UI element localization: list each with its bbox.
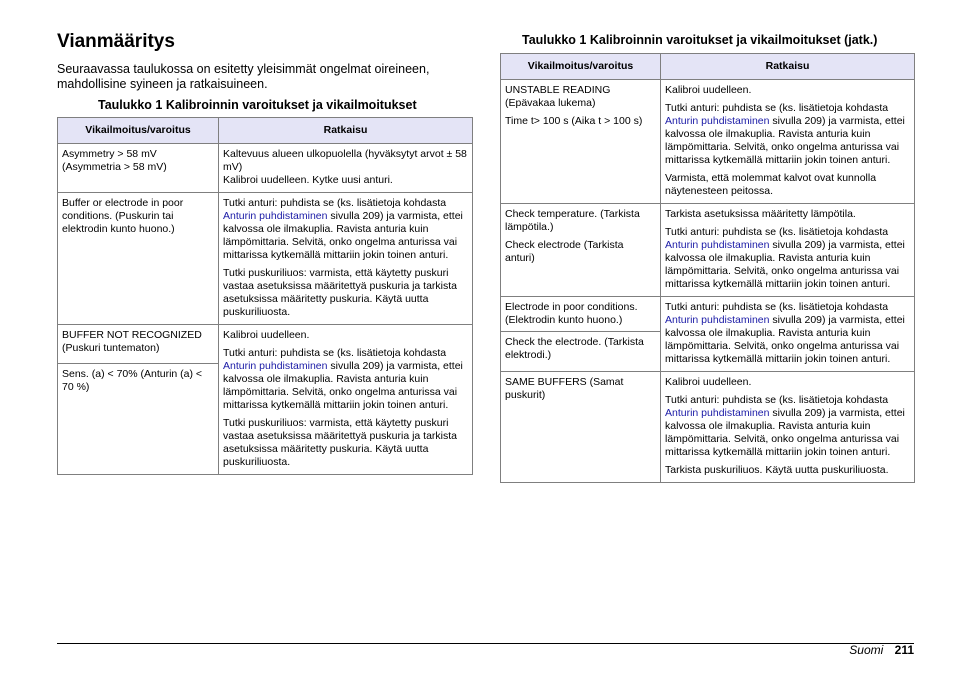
issue-cell bbox=[501, 372, 661, 483]
column-header-solution: Ratkaisu bbox=[661, 54, 915, 80]
issue-text: Check the electrode. (Tarkista elektrodi.) bbox=[505, 336, 644, 361]
issue-translation: (Asymmetria > 58 mV) bbox=[62, 161, 167, 173]
solution-text: sivulla 209) ja varmista, ettei kalvossa ole ilmakuplia. Ravista anturia kuin lämpömittaria. Selvitä, onko ongelma anturissa vai mittarissa kytkemällä mittariin jokin toinen anturi. bbox=[665, 115, 905, 166]
solution-cell bbox=[661, 372, 915, 483]
table-row bbox=[501, 204, 915, 297]
table-row bbox=[501, 372, 915, 483]
solution-text: Tutki puskuriliuos: varmista, että käytetty puskuri vastaa asetuksissa määritettyä puskuria ja tarkista asetuksissa määritetty puskuria. Käytä uutta puskuriliuosta. bbox=[223, 417, 458, 468]
column-header-issue: Vikailmoitus/varoitus bbox=[501, 54, 661, 80]
solution-text: Tutki anturi: puhdista se (ks. lisätietoja kohdasta bbox=[665, 226, 889, 238]
issue-text: Electrode in poor conditions. (Elektrodin kunto huono.) bbox=[501, 297, 660, 332]
solution-cell bbox=[661, 204, 915, 297]
solution-cell bbox=[661, 80, 915, 204]
solution-cell bbox=[219, 193, 473, 325]
solution-text: Varmista, että molemmat kalvot ovat kunnolla näytenesteen peitossa. bbox=[665, 172, 877, 197]
page-number: 211 bbox=[894, 643, 914, 657]
table-caption-right: Taulukko 1 Kalibroinnin varoitukset ja vikailmoitukset (jatk.) bbox=[522, 33, 878, 47]
solution-text: Tutki anturi: puhdista se (ks. lisätietoja kohdasta bbox=[223, 197, 447, 209]
solution-text: sivulla 209) ja varmista, ettei kalvossa ole ilmakuplia. Ravista anturia kuin lämpömittaria. Selvitä, onko ongelma anturissa vai mittarissa kytkemällä mittariin jokin toinen anturi. bbox=[223, 360, 463, 411]
solution-text: sivulla 209) ja varmista, ettei kalvossa ole ilmakuplia. Ravista anturia kuin lämpömittaria. Selvitä, onko ongelma anturissa vai mittarissa kytkemällä mittariin jokin toinen anturi. bbox=[665, 407, 905, 458]
issue-text: Check temperature. (Tarkista lämpötila.) bbox=[505, 208, 640, 233]
solution-cell bbox=[661, 297, 915, 372]
table-header-row bbox=[501, 54, 915, 80]
issue-text: SAME BUFFERS (Samat puskurit) bbox=[505, 376, 624, 401]
solution-text: Tutki anturi: puhdista se (ks. lisätietoja kohdasta bbox=[665, 301, 889, 313]
cleaning-link[interactable]: Anturin puhdistaminen bbox=[665, 314, 770, 326]
solution-text: Kalibroi uudelleen. bbox=[223, 329, 310, 341]
calibration-table-left bbox=[57, 117, 473, 475]
table-row bbox=[58, 144, 473, 193]
table-row bbox=[501, 297, 915, 372]
intro-text: Seuraavassa taulukossa on esitetty yleisimmät ongelmat oireineen, mahdollisine syineen ja ratkaisuineen. bbox=[57, 62, 430, 91]
solution-text: Tutki anturi: puhdista se (ks. lisätietoja kohdasta bbox=[665, 394, 889, 406]
issue-cell bbox=[501, 297, 661, 372]
cleaning-link[interactable]: Anturin puhdistaminen bbox=[223, 210, 328, 222]
solution-text: Tutki puskuriliuos: varmista, että käytetty puskuri vastaa asetuksissa määritettyä puskuria ja tarkista asetuksissa määritetty puskuria. Käytä uutta puskuriliuosta. bbox=[223, 267, 458, 318]
solution-cell bbox=[219, 325, 473, 475]
issue-text: Buffer or electrode in poor conditions. (Puskurin tai elektrodin kunto huono.) bbox=[62, 197, 184, 235]
table-row bbox=[501, 80, 915, 204]
footer-divider bbox=[57, 643, 914, 644]
issue-text: Sens. (a) < 70% (Anturin (a) < 70 %) bbox=[62, 368, 203, 393]
column-header-issue: Vikailmoitus/varoitus bbox=[58, 118, 219, 144]
issue-cell bbox=[58, 325, 219, 475]
issue-cell bbox=[58, 193, 219, 325]
issue-text: Check electrode (Tarkista anturi) bbox=[505, 239, 624, 264]
issue-text: Asymmetry > 58 mV bbox=[62, 148, 157, 160]
cleaning-link[interactable]: Anturin puhdistaminen bbox=[665, 239, 770, 251]
cleaning-link[interactable]: Anturin puhdistaminen bbox=[665, 407, 770, 419]
solution-text: Tutki anturi: puhdista se (ks. lisätietoja kohdasta bbox=[223, 347, 447, 359]
page-title: Vianmääritys bbox=[57, 31, 175, 52]
issue-cell bbox=[58, 144, 219, 193]
page-footer bbox=[849, 643, 914, 657]
cleaning-link[interactable]: Anturin puhdistaminen bbox=[665, 115, 770, 127]
issue-text: UNSTABLE READING bbox=[505, 84, 611, 96]
calibration-table-right bbox=[500, 53, 915, 483]
solution-text: Kalibroi uudelleen. bbox=[665, 376, 752, 388]
solution-text: Tarkista puskuriliuos. Käytä uutta puskuriliuosta. bbox=[665, 464, 889, 476]
solution-text: Kalibroi uudelleen. Kytke uusi anturi. bbox=[223, 174, 393, 186]
column-header-solution: Ratkaisu bbox=[219, 118, 473, 144]
cleaning-link[interactable]: Anturin puhdistaminen bbox=[223, 360, 328, 372]
solution-cell bbox=[219, 144, 473, 193]
table-caption-left: Taulukko 1 Kalibroinnin varoitukset ja vikailmoitukset bbox=[98, 98, 417, 112]
table-row bbox=[58, 325, 473, 475]
solution-text: Tarkista asetuksissa määritetty lämpötila. bbox=[665, 208, 856, 220]
footer-language: Suomi bbox=[849, 643, 884, 657]
issue-cell bbox=[501, 204, 661, 297]
solution-text: Kaltevuus alueen ulkopuolella (hyväksytyt arvot ± 58 mV) bbox=[223, 148, 467, 173]
solution-text: Kalibroi uudelleen. bbox=[665, 84, 752, 96]
table-row bbox=[58, 193, 473, 325]
table-header-row bbox=[58, 118, 473, 144]
solution-text: sivulla 209) ja varmista, ettei kalvossa ole ilmakuplia. Ravista anturia kuin lämpömittaria. Selvitä, onko ongelma anturissa vai mittarissa kytkemällä mittariin jokin toinen anturi. bbox=[223, 210, 463, 261]
issue-text: BUFFER NOT RECOGNIZED (Puskuri tuntematon) bbox=[58, 325, 218, 364]
solution-text: Tutki anturi: puhdista se (ks. lisätietoja kohdasta bbox=[665, 102, 889, 114]
issue-text: Time t> 100 s (Aika t > 100 s) bbox=[505, 115, 643, 127]
solution-text: sivulla 209) ja varmista, ettei kalvossa ole ilmakuplia. Ravista anturia kuin lämpömittaria. Selvitä, onko ongelma anturissa vai mittarissa kytkemällä mittariin jokin toinen anturi. bbox=[665, 314, 905, 365]
solution-text: sivulla 209) ja varmista, ettei kalvossa ole ilmakuplia. Ravista anturia kuin lämpömittaria. Selvitä, onko ongelma anturissa vai mittarissa kytkemällä mittariin jokin toinen anturi. bbox=[665, 239, 905, 290]
issue-translation: (Epävakaa lukema) bbox=[505, 97, 596, 109]
issue-cell bbox=[501, 80, 661, 204]
